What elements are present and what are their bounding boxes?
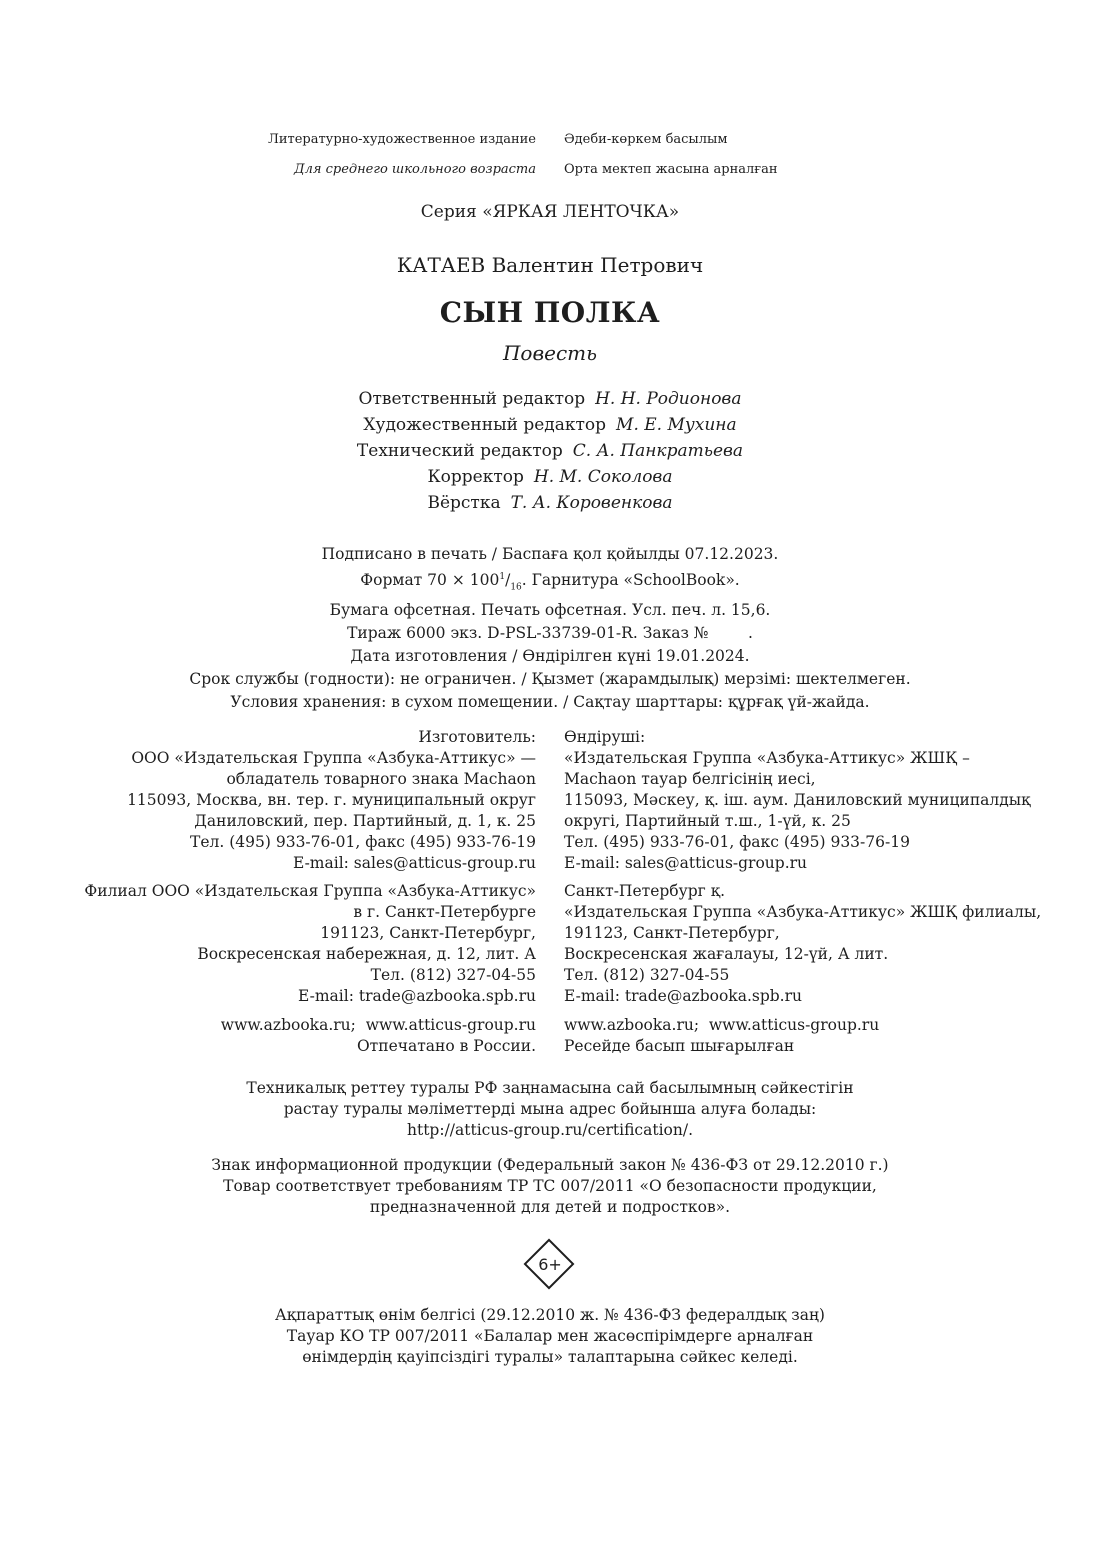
credit-line bbox=[0, 386, 1100, 412]
spec-paper: Бумага офсетная. Печать офсетная. Усл. печ. л. 15,6. bbox=[329, 601, 771, 620]
websites-ru: www.azbooka.ru; www.atticus-group.ru bbox=[220, 1016, 536, 1034]
genre-ru: Литературно-художественное издание bbox=[268, 132, 536, 147]
spec-manufactured-date: Дата изготовления / Өндірілген күні 19.01.2024. bbox=[350, 647, 750, 666]
credit-role: Вёрстка bbox=[427, 493, 501, 513]
branch-ru bbox=[84, 881, 536, 1007]
websites-kz: www.azbooka.ru; www.atticus-group.ru bbox=[564, 1016, 880, 1034]
spec-shelf-life: Срок службы (годности): не ограничен. / Қызмет (жарамдылық) мерзімі: шектелмеген. bbox=[189, 670, 911, 689]
spec-signed: Подписано в печать / Баспаға қол қойылды 07.12.2023. bbox=[321, 545, 779, 563]
credit-line bbox=[0, 438, 1100, 464]
genre-kz: Әдеби-көркем басылым bbox=[564, 132, 728, 147]
age-rating-label: 6+ bbox=[538, 1255, 562, 1274]
book-subtitle: Повесть bbox=[502, 341, 597, 365]
branch-kz-line: E-mail: trade@azbooka.spb.ru bbox=[564, 987, 802, 1005]
branch-ru-line: в г. Санкт-Петербурге bbox=[353, 903, 536, 921]
credit-role: Художественный редактор bbox=[363, 415, 607, 435]
printed-in-ru: Отпечатано в России. bbox=[356, 1037, 536, 1055]
info-mark-kz-line: Тауар КО ТР 007/2011 «Балалар мен жасөспірімдерге арналған bbox=[286, 1327, 814, 1345]
branch-kz-line: Тел. (812) 327-04-55 bbox=[564, 966, 730, 984]
author-name: КАТАЕВ Валентин Петрович bbox=[396, 253, 704, 277]
spec-format: Формат $70 \times 100^1/_{16}$. Гарнитура «SchoolBook». bbox=[360, 571, 740, 593]
credit-line bbox=[0, 464, 1100, 490]
manufacturer-ru-line: 115093, Москва, вн. тер. г. муниципальный округ bbox=[127, 791, 536, 809]
manufacturer-ru-line: обладатель товарного знака Machaon bbox=[226, 770, 536, 788]
info-mark-kz-line: өнімдердің қауіпсіздігі туралы» талаптарына сәйкес келеді. bbox=[302, 1348, 798, 1366]
branch-ru-line: Тел. (812) 327-04-55 bbox=[370, 966, 536, 984]
manufacturer-ru-line: Тел. (495) 933-76-01, факс (495) 933-76-19 bbox=[190, 833, 536, 851]
branch-kz-line: «Издательская Группа «Азбука-Аттикус» ЖШҚ филиалы, bbox=[564, 903, 1042, 921]
book-title: СЫН ПОЛКА bbox=[439, 296, 661, 329]
manufacturer-ru-line: E-mail: sales@atticus-group.ru bbox=[292, 854, 536, 872]
branch-kz-line: Воскресенская жағалауы, 12-үй, А лит. bbox=[564, 945, 889, 963]
credit-role: Ответственный редактор bbox=[358, 389, 586, 409]
credit-name: Н. М. Соколова bbox=[533, 467, 673, 487]
web-ru bbox=[221, 1015, 536, 1057]
certification-line: Техникалық реттеу туралы РФ заңнамасына сай басылымның сәйкестігін bbox=[246, 1079, 854, 1097]
manufacturer-kz-line: Machaon тауар белгісінің иесі, bbox=[564, 770, 816, 788]
manufacturer-kz-line: Өндіруші: bbox=[564, 728, 646, 746]
branch-ru-line: Воскресенская набережная, д. 12, лит. А bbox=[197, 945, 536, 963]
age-rating-badge bbox=[524, 1239, 576, 1291]
info-mark-kz-line: Ақпараттық өнім белгісі (29.12.2010 ж. № 436-ФЗ федералдық заң) bbox=[275, 1306, 825, 1324]
credit-line bbox=[0, 490, 1100, 516]
certification-line: растау туралы мәліметтерді мына адрес бойынша алуға болады: bbox=[283, 1100, 817, 1118]
info-mark-ru-line: Товар соответствует требованиям ТР ТС 007/2011 «О безопасности продукции, bbox=[223, 1177, 877, 1195]
branch-ru-line: E-mail: trade@azbooka.spb.ru bbox=[298, 987, 536, 1005]
manufacturer-ru bbox=[127, 727, 536, 874]
certification-url: http://atticus-group.ru/certification/. bbox=[406, 1121, 693, 1139]
info-mark-ru-line: предназначенной для детей и подростков». bbox=[369, 1198, 731, 1216]
manufacturer-kz-line: Тел. (495) 933-76-01, факс (495) 933-76-19 bbox=[564, 833, 910, 851]
credit-name: Т. А. Коровенкова bbox=[510, 493, 673, 513]
info-mark-kz bbox=[0, 1305, 1100, 1368]
manufacturer-kz-line: 115093, Мәскеу, қ. іш. аум. Даниловский муниципалдық bbox=[564, 791, 1031, 809]
info-mark-ru-line: Знак информационной продукции (Федеральный закон № 436-ФЗ от 29.12.2010 г.) bbox=[211, 1156, 889, 1174]
series-line: Серия «ЯРКАЯ ЛЕНТОЧКА» bbox=[420, 202, 680, 222]
age-group-kz: Орта мектеп жасына арналған bbox=[564, 162, 778, 177]
credit-role: Корректор bbox=[427, 467, 524, 487]
branch-kz-line: 191123, Санкт-Петербург, bbox=[564, 924, 780, 942]
spec-storage: Условия хранения: в сухом помещении. / Сақтау шарттары: құрғақ үй-жайда. bbox=[230, 693, 870, 712]
credit-name: С. А. Панкратьева bbox=[572, 441, 744, 461]
web-kz bbox=[564, 1015, 879, 1057]
credit-role: Технический редактор bbox=[356, 441, 563, 461]
manufacturer-ru-line: Изготовитель: bbox=[418, 728, 536, 746]
manufacturer-ru-line: Даниловский, пер. Партийный, д. 1, к. 25 bbox=[194, 812, 536, 830]
print-specs bbox=[0, 543, 1100, 714]
branch-kz bbox=[564, 881, 1041, 1007]
manufacturer-kz bbox=[564, 727, 1031, 874]
branch-kz-line: Санкт-Петербург қ. bbox=[564, 882, 726, 900]
manufacturer-kz-line: «Издательская Группа «Азбука-Аттикус» ЖШҚ – bbox=[564, 749, 970, 767]
credits-list bbox=[0, 386, 1100, 516]
credit-name: М. Е. Мухина bbox=[616, 415, 737, 435]
credit-name: Н. Н. Родионова bbox=[595, 389, 742, 409]
manufacturer-kz-line: E-mail: sales@atticus-group.ru bbox=[564, 854, 808, 872]
spec-print-run: Тираж 6000 экз. D-PSL-33739-01-R. Заказ № . bbox=[347, 624, 753, 643]
manufacturer-kz-line: округі, Партийный т.ш., 1-үй, к. 25 bbox=[564, 812, 851, 830]
branch-ru-line: Филиал ООО «Издательская Группа «Азбука-Аттикус» bbox=[84, 882, 536, 900]
age-group-ru: Для среднего школьного возраста bbox=[294, 162, 536, 177]
info-mark-ru bbox=[0, 1155, 1100, 1218]
credit-line bbox=[0, 412, 1100, 438]
manufacturer-ru-line: ООО «Издательская Группа «Азбука-Аттикус» — bbox=[131, 749, 536, 767]
branch-ru-line: 191123, Санкт-Петербург, bbox=[320, 924, 536, 942]
certification-info bbox=[0, 1078, 1100, 1141]
printed-in-kz: Ресейде басып шығарылған bbox=[564, 1037, 795, 1055]
